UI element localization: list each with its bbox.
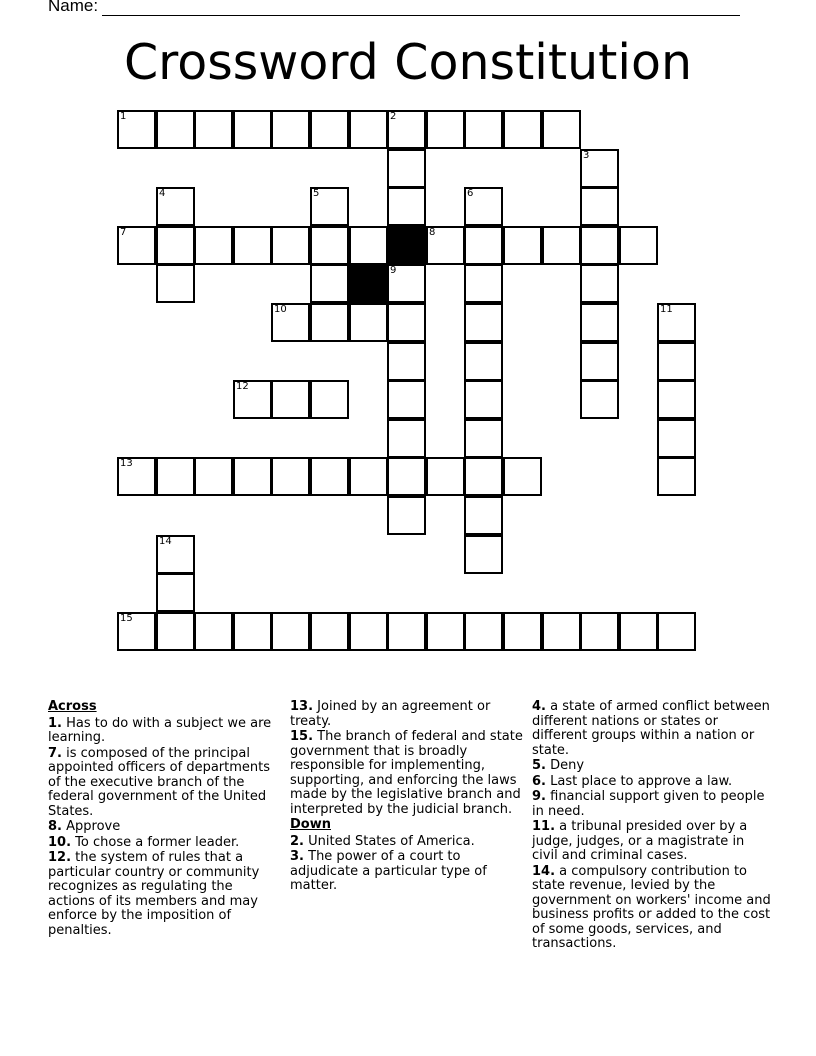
clue-text: Deny (550, 758, 585, 773)
crossword-cell[interactable] (426, 457, 465, 496)
clue-text: a tribunal presided over by a judge, judges, or a magistrate in civil and criminal cases. (532, 819, 748, 863)
crossword-cell[interactable] (156, 535, 195, 574)
clue-number: 3. (290, 849, 304, 864)
crossword-cell[interactable] (503, 612, 542, 651)
crossword-cell[interactable] (503, 226, 542, 265)
clue-text: United States of America. (308, 833, 475, 849)
crossword-cell[interactable] (194, 110, 233, 149)
crossword-cell[interactable] (117, 110, 156, 149)
crossword-cell[interactable] (349, 110, 388, 149)
crossword-cell[interactable] (194, 457, 233, 496)
crossword-cell[interactable] (580, 612, 619, 651)
crossword-cell[interactable] (464, 226, 503, 265)
crossword-cell[interactable] (310, 264, 349, 303)
clue-down-11 (532, 820, 772, 864)
clue-down-14 (532, 865, 772, 952)
cell-number: 12 (236, 381, 249, 392)
clue-number: 13. (290, 699, 314, 714)
crossword-cell[interactable] (464, 264, 503, 303)
crossword-cell[interactable] (117, 457, 156, 496)
crossword-cell[interactable] (619, 612, 658, 651)
crossword-cell[interactable] (310, 612, 349, 651)
crossword-cell[interactable] (156, 187, 195, 226)
crossword-cell[interactable] (387, 457, 426, 496)
clue-down-9 (532, 790, 772, 819)
clue-across-1 (48, 717, 280, 746)
crossword-cell[interactable] (233, 457, 272, 496)
crossword-cell[interactable] (387, 342, 426, 381)
crossword-cell[interactable] (271, 612, 310, 651)
cell-number: 13 (120, 458, 133, 469)
crossword-cell[interactable] (349, 457, 388, 496)
cell-number: 3 (583, 150, 590, 161)
cell-number: 6 (467, 188, 474, 199)
crossword-cell[interactable] (310, 380, 349, 419)
crossword-cell[interactable] (117, 226, 156, 265)
crossword-cell[interactable] (657, 380, 696, 419)
crossword-cell[interactable] (233, 380, 272, 419)
crossword-cell[interactable] (194, 226, 233, 265)
cell-number: 9 (390, 265, 397, 276)
clue-across-10 (48, 836, 280, 851)
crossword-cell[interactable] (233, 226, 272, 265)
clue-text: Joined by an agreement or treaty. (290, 699, 491, 729)
clue-down-4 (532, 700, 772, 758)
clue-across-12 (48, 851, 280, 938)
clue-text: a state of armed conflict between different nations or states or different groups within a nation or state. (532, 699, 770, 758)
crossword-cell[interactable] (426, 226, 465, 265)
crossword-cell[interactable] (156, 457, 195, 496)
crossword-block (387, 226, 426, 265)
crossword-cell[interactable] (271, 380, 310, 419)
crossword-cell[interactable] (349, 612, 388, 651)
crossword-cell[interactable] (657, 612, 696, 651)
crossword-cell[interactable] (310, 226, 349, 265)
crossword-cell[interactable] (271, 226, 310, 265)
crossword-cell[interactable] (117, 612, 156, 651)
crossword-cell[interactable] (271, 457, 310, 496)
clue-text: The branch of federal and state government that is broadly responsible for implementing, supporting, and enforcing the laws made by the legislative branch and interpreted by the judicial branch. (290, 729, 523, 817)
crossword-cell[interactable] (542, 612, 581, 651)
crossword-cell[interactable] (387, 187, 426, 226)
clue-number: 7. (48, 745, 62, 761)
cell-number: 14 (159, 536, 172, 547)
crossword-cell[interactable] (503, 110, 542, 149)
crossword-cell[interactable] (657, 457, 696, 496)
crossword-cell[interactable] (310, 303, 349, 342)
cell-number: 4 (159, 188, 166, 199)
cell-number: 8 (429, 227, 436, 238)
crossword-cell[interactable] (657, 342, 696, 381)
clue-number: 5. (532, 758, 546, 773)
clue-number: 6. (532, 773, 546, 789)
crossword-cell[interactable] (464, 419, 503, 458)
cell-number: 2 (390, 111, 397, 122)
crossword-cell[interactable] (580, 149, 619, 188)
crossword-cell[interactable] (387, 380, 426, 419)
clue-down-3 (290, 850, 526, 894)
cell-number: 1 (120, 111, 127, 122)
crossword-cell[interactable] (580, 187, 619, 226)
clue-text: the system of rules that a particular country or community recognizes as regulating the actions of its members and may enforce by the imposition of penalties. (48, 850, 260, 938)
crossword-cell[interactable] (464, 380, 503, 419)
crossword-cell[interactable] (233, 110, 272, 149)
crossword-cell[interactable] (657, 419, 696, 458)
clue-text: Has to do with a subject we are learning. (48, 715, 272, 745)
crossword-cell[interactable] (310, 457, 349, 496)
crossword-cell[interactable] (387, 149, 426, 188)
crossword-cell[interactable] (580, 264, 619, 303)
across-heading: Across (48, 699, 97, 714)
name-label: Name: (48, 0, 99, 15)
crossword-cell[interactable] (542, 110, 581, 149)
page-title: Crossword Constitution (123, 34, 693, 91)
crossword-cell[interactable] (464, 303, 503, 342)
clue-column-1 (48, 700, 280, 939)
crossword-cell[interactable] (503, 457, 542, 496)
crossword-cell[interactable] (464, 457, 503, 496)
cell-number: 15 (120, 613, 133, 624)
crossword-cell[interactable] (387, 496, 426, 535)
crossword-cell[interactable] (580, 342, 619, 381)
crossword-cell[interactable] (310, 110, 349, 149)
clue-number: 9. (532, 789, 546, 804)
crossword-cell[interactable] (580, 226, 619, 265)
crossword-cell[interactable] (542, 226, 581, 265)
clue-column-3 (532, 700, 772, 953)
crossword-cell[interactable] (387, 110, 426, 149)
clue-text: a compulsory contribution to state revenue, levied by the government on workers' income and business profits or added to the cost of some goods, services, and transactions. (532, 863, 771, 951)
crossword-cell[interactable] (156, 110, 195, 149)
clue-across-13 (290, 700, 526, 729)
crossword-cell[interactable] (349, 303, 388, 342)
crossword-cell[interactable] (271, 110, 310, 149)
crossword-block (349, 264, 388, 303)
clue-number: 8. (48, 819, 62, 834)
crossword-cell[interactable] (464, 187, 503, 226)
clue-text: is composed of the principal appointed officers of departments of the executive branch of the federal government of the United States. (48, 745, 271, 819)
crossword-cell[interactable] (657, 303, 696, 342)
clue-number: 4. (532, 699, 546, 714)
crossword-cell[interactable] (387, 303, 426, 342)
clue-column-2 (290, 700, 526, 895)
crossword-cell[interactable] (194, 612, 233, 651)
crossword-cell[interactable] (464, 110, 503, 149)
crossword-cell[interactable] (349, 226, 388, 265)
crossword-cell[interactable] (156, 226, 195, 265)
clue-text: To chose a former leader. (75, 834, 240, 850)
clue-across-15 (290, 730, 526, 817)
clue-down-6 (532, 775, 772, 790)
crossword-cell[interactable] (271, 303, 310, 342)
clue-number: 11. (532, 819, 556, 834)
clue-down-2 (290, 835, 526, 850)
clue-across-8 (48, 820, 280, 835)
crossword-cell[interactable] (310, 187, 349, 226)
crossword-cell[interactable] (619, 226, 658, 265)
crossword-cell[interactable] (580, 303, 619, 342)
crossword-cell[interactable] (464, 342, 503, 381)
crossword-cell[interactable] (426, 612, 465, 651)
clue-text: financial support given to people in need. (532, 789, 765, 819)
clue-number: 12. (48, 850, 72, 865)
cell-number: 10 (274, 304, 287, 315)
clue-number: 14. (532, 863, 556, 879)
clue-across-7 (48, 747, 280, 820)
crossword-cell[interactable] (464, 612, 503, 651)
crossword-cell[interactable] (426, 110, 465, 149)
clue-text: Approve (66, 819, 121, 834)
down-heading: Down (290, 817, 331, 832)
crossword-cell[interactable] (156, 612, 195, 651)
crossword-cell[interactable] (156, 264, 195, 303)
cell-number: 11 (660, 304, 673, 315)
crossword-cell[interactable] (233, 612, 272, 651)
crossword-cell[interactable] (387, 264, 426, 303)
crossword-cell[interactable] (580, 380, 619, 419)
clue-text: Last place to approve a law. (550, 773, 733, 789)
crossword-cell[interactable] (464, 496, 503, 535)
clue-number: 2. (290, 833, 304, 849)
crossword-cell[interactable] (156, 573, 195, 612)
cell-number: 5 (313, 188, 320, 199)
crossword-cell[interactable] (387, 419, 426, 458)
clue-number: 1. (48, 715, 62, 731)
clue-text: The power of a court to adjudicate a particular type of matter. (290, 849, 487, 893)
crossword-cell[interactable] (464, 535, 503, 574)
crossword-cell[interactable] (387, 612, 426, 651)
cell-number: 7 (120, 227, 127, 238)
clue-number: 15. (290, 729, 314, 744)
clue-down-5 (532, 759, 772, 774)
clue-number: 10. (48, 834, 72, 850)
